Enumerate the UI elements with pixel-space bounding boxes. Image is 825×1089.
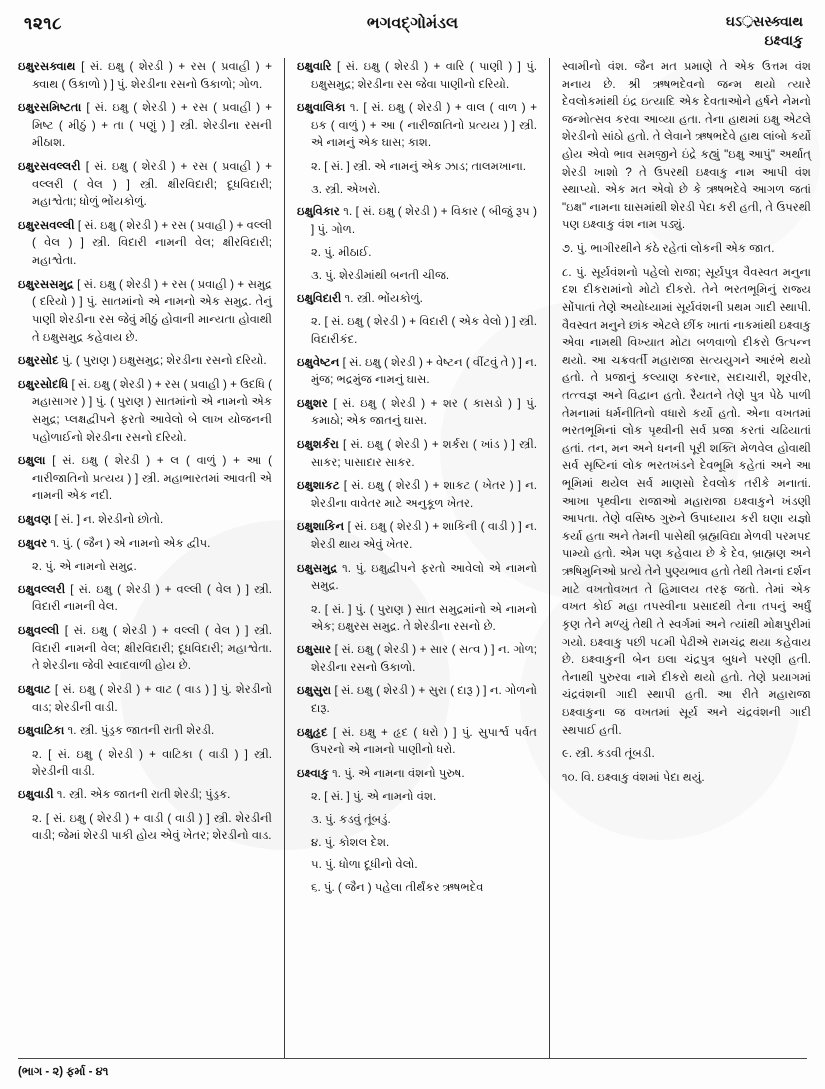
running-head	[726, 12, 803, 50]
entry-headword: ઇક્ષુસમુદ્ર	[297, 561, 338, 575]
footer-rule	[18, 1058, 807, 1059]
body-paragraph: ૧૦. વિ. ઇક્ષ્વાકુ વંશમાં પેદા થયું.	[562, 770, 705, 784]
entry-definition: ૧. સ્ત્રી. એક જાતની રાતી શેરડી; પુંડ્રક.	[53, 787, 231, 801]
column-1	[18, 58, 284, 1058]
dictionary-entry	[297, 682, 537, 717]
column-2	[284, 58, 550, 1058]
entry-headword: ઇક્ષુવલ્લરી	[18, 582, 66, 596]
entry-definition: ૧. [ સં. ઇક્ષુ ( શેરડી ) + વાલ ( વાળ ) + ઇક ( વાળું ) + આ ( નારીજાતિનો પ્રત્યય ) ] સ્ત્રી. એ નામનું એક ઘાસ; કાશ.	[311, 101, 537, 150]
entry-definition: [ સં. ઇક્ષુ ( શેરડી ) + વલ્લી ( વેલ ) ] સ્ત્રી. વિદારી નામની વેલ; ક્ષીરવિદારી; દૂધવિદારી; મહાશ્વેતા. તે શેરડીના જેવી સ્વાદવાળી હોય છે.	[32, 624, 272, 673]
entry-headword: ઇક્ષુવાડી	[18, 787, 54, 801]
entry-definition: ૧. પું. ( જૈન ) એ નામનો એક દ્વીપ.	[47, 536, 211, 550]
dictionary-entry	[18, 376, 272, 446]
entry-headword: ઇક્ષુસાર	[297, 643, 332, 657]
entry-definition: [ સં. ઇક્ષુ ( શેરડી ) + શાકટ ( ખેતર ) ] ન. શેરડીના વાવેતર માટે અનુકૂળ ખેતર.	[311, 479, 537, 510]
dictionary-entry	[18, 535, 272, 553]
entry-headword: ઇક્ષુશાકટ	[297, 479, 340, 493]
page-footer: (ભાગ - ૨) ફર્મા - ૪૧	[18, 1066, 109, 1078]
dictionary-entry	[18, 158, 272, 211]
dictionary-entry	[297, 765, 537, 783]
dictionary-entry	[297, 395, 537, 430]
entry-headword: ઇક્ષુવણ	[18, 513, 52, 527]
dictionary-entry	[18, 722, 272, 740]
dictionary-entry	[297, 724, 537, 759]
entry-sense: ૫. પું. ધોળા દૂધીનો વેલો.	[311, 858, 418, 872]
dictionary-entry	[18, 276, 272, 346]
entry-definition: [ સં. ઇક્ષુ ( શેરડી ) + વેષ્ટન ( વીંટવું તે ) ] ન. મુંજ; ભદ્રમુંજ નામનું ઘાસ.	[311, 355, 537, 387]
entry-sense: ૨. પું. મીઠાઈ.	[311, 246, 372, 260]
entry-definition: ૧. સ્ત્રી. ભોંયકોળું.	[341, 291, 423, 305]
entry-definition: [ સં. ] ન. શેરડીનો છોતો.	[51, 513, 164, 527]
entry-headword: ઇક્ષુસુરા	[297, 684, 332, 698]
running-head-line-1: ઘઽ્રસસ્ક્વાથ	[725, 13, 803, 29]
dictionary-entry	[18, 581, 272, 616]
entry-headword: ઇક્ષુવિદારી	[297, 291, 342, 305]
entry-definition: [ સં. ઇક્ષુ ( શેરડી ) + વાટ ( વાડ ) ] પું. શેરડીનો વાડ; શેરડીની વાડી.	[32, 682, 272, 714]
entry-sense: ૨. [ સં. ] પું. એ નામનો વંશ.	[311, 790, 437, 804]
entry-definition: [ સં. ઇક્ષુ ( શેરડી ) + રસ ( પ્રવાહી ) + વલ્લી ( વેલ ) ] સ્ત્રી. વિદારી નામની વેલ; ક્ષીરવિદારી; મહાશ્વેતા.	[32, 218, 272, 268]
entry-sense: ૩. સ્ત્રી. એખરો.	[311, 182, 381, 196]
entry-definition: ૧. સ્ત્રી. પુંડ્રક જાતની રાતી શેરડી.	[64, 724, 215, 738]
entry-sense: ૨. [ સં. ઇક્ષુ ( શેરડી ) + વિદારી ( એક વેલો ) ] સ્ત્રી. વિદારીકંદ.	[311, 315, 537, 346]
dictionary-entry	[18, 352, 272, 370]
entry-headword: ઇક્ષુરસમિષ્ટતા	[18, 101, 82, 115]
entry-headword: ઇક્ષુવેષ્ટન	[297, 355, 340, 369]
body-paragraph: ૮. પું. સૂર્યવંશનો પહેલો રાજા; સૂર્યપુત્ર વૈવસ્વત મનુના દશ દીકરામાંનો મોટો દીકરો. તેને ભરતભૂમિનું રાજ્ય સોંપાતાં તેણે અયોધ્યામાં સૂર્યવંશની પ્રથમ ગાદી સ્થાપી. વૈવસ્વત મનુને છાંક એટલે છીંક ખાતાં નાકમાંથી ઇક્ષ્વાકુ એવા નામથી વિખ્યાત મોટા બળવાળો દીકરો ઉત્પન્ન થયો. આ ચક્રવર્તી મહારાજા સત્યયુગને આરંભે થયો હતો. તે પ્રજાનું કલ્યાણ કરનાર, સદાચારી, શૂરવીર, તત્ત્વજ્ઞ અને વિદ્વાન હતો. રૈયતને તેણે પુત્ર પેઠે પાળી તેમનામાં ધર્મનીતિનો વધારો કર્યો હતો. એના વખતમાં ભરતભૂમિનાં લોક પૃથ્વીની સર્વ પ્રજા કરતાં ચઢિયાતાં હતાં. તન, મન અને ધનની પૂરી શક્તિ મેળવેલ હોવાથી સર્વ સૃષ્ટિનાં લોક ભરતખંડને દેવભૂમિ કહેતાં અને આ ભૂમિમાં થયેલ સર્વ માણસો દેવલોક તરીકે મનાતાં. આખા પૃથ્વીના રાજાઓ મહારાજા ઇક્ષ્વાકુને ખંડણી આપતા. તેણે વસિષ્ઠ ગુરુને ઉપાધ્યાય કરી ઘણા યજ્ઞો કર્યા હતા અને તેમની પાસેથી બ્રહ્મવિદ્યા મેળવી પરમપદ પામ્યો હતો. એમ પણ કહેવાય છે કે દેવ, બ્રાહ્મણ અને ઋષિમુનિઓ પ્રત્યે તેને પુણ્યભાવ હતો તેથી તેમનાં દર્શન માટે વખતોવખત તે હિમાલય તરફ જતો. તેમાં એક વખત કોઈ મહા તપસ્વીના પ્રસાદથી તેના તપનું અર્ધું કૃણ તેને મળ્યું તેથી તે સ્વર્ગમાં અને ત્યાંથી મોક્ષપુરીમાં ગયો. ઇક્ષ્વાકુ પછી ૫૮મી પેઢીએ રામચંદ્ર થયા કહેવાય છે. ઇક્ષ્વાકુની બેન ઇલા ચંદ્રપુત્ર બુધને પરણી હતી. તેનાથી પુરુરવા નામે દીકરો થયો હતો. તેણે પ્રયાગમાં ચંદ્રવંશની ગાદી સ્થાપી હતી. આ રીતે મહારાજા ઇક્ષ્વાકુના જ વખતમાં સૂર્ય અને ચંદ્રવંશની ગાદી સ્થપાઈ હતી.	[562, 265, 811, 737]
entry-definition: [ સં. ઇક્ષુ ( શેરડી ) + શર્કરા ( ખાંડ ) ] સ્ત્રી. સાકર; પાસાદાર સાકર.	[311, 437, 537, 469]
entry-definition: [ સં. ઇક્ષુ ( શેરડી ) + રસ ( પ્રવાહી ) + મિષ્ટ ( મીઠું ) + તા ( પણું ) ] સ્ત્રી. શેરડીના રસની મીઠાશ.	[32, 101, 272, 150]
entry-definition: ૧. પું. ઇક્ષુદ્વીપને ફરતો આવેલો એ નામનો સમુદ્ર.	[311, 561, 537, 593]
entry-definition: [ સં. ઇક્ષુ ( શેરડી ) + શર ( કાસડો ) ] પું. કમાઠો; એક જાતનું ઘાસ.	[311, 396, 537, 428]
dictionary-entry	[297, 641, 537, 676]
entry-definition: [ સં. ઇક્ષુ ( શેરડી ) + વલ્લી ( વેલ ) ] સ્ત્રી. વિદારી નામની વેલ.	[32, 582, 272, 614]
page-columns	[0, 58, 825, 1058]
entry-headword: ઇક્ષુવલ્લી	[18, 624, 60, 638]
dictionary-entry	[297, 290, 537, 308]
dictionary-entry	[18, 622, 272, 675]
dictionary-entry	[297, 354, 537, 389]
entry-sense: ૨. [ સં. ઇક્ષુ ( શેરડી ) + વાટિકા ( વાડી ) ] સ્ત્રી. શેરડીની વાડી.	[32, 747, 272, 779]
entry-definition: [ સં. ઇક્ષુ ( શેરડી ) + રસ ( પ્રવાહી ) + ક્વાથ ( ઉકાળો ) ] પું. શેરડીના રસનો ઉકાળો; ગોળ.	[32, 60, 272, 91]
entry-sense: ૩. પું. કડવું તૂંબડું.	[311, 812, 391, 826]
body-paragraph: ૯. સ્ત્રી. કડવી તૂંબડી.	[562, 747, 655, 761]
entry-sense: ૨. [ સં. ] પું. ( પુરાણ ) સાત સમુદ્રમાંનો એ નામનો એક; ઇક્ષુરસ સમુદ્ર. તે શેરડીના રસનો છે.	[311, 602, 537, 634]
entry-headword: ઇક્ષુશર્કરા	[297, 437, 339, 451]
dictionary-entry	[297, 436, 537, 471]
entry-headword: ઇક્ષુવાટિકા	[18, 724, 65, 738]
entry-headword: ઇક્ષુવર	[18, 536, 48, 550]
entry-headword: ઇક્ષુરસોદધિ	[18, 377, 69, 391]
entry-sense: ૩. પું. શેરડીમાંથી બનતી ચીજ.	[311, 269, 450, 283]
entry-sense: ૨. [ સં. ઇક્ષુ ( શેરડી ) + વાડી ( વાડી ) ] સ્ત્રી. શેરડીની વાડી; જેમાં શેરડી પાકી હોય એવું ખેતર; શેરડીનો વાડ.	[32, 811, 272, 843]
dictionary-entry	[18, 58, 272, 93]
entry-sense: ૨. પું. એ નામનો સમુદ્ર.	[32, 560, 137, 574]
dictionary-entry	[18, 511, 272, 529]
entry-headword: ઇક્ષ્વાકુ	[297, 766, 329, 780]
dictionary-entry	[18, 217, 272, 270]
entry-headword: ઇક્ષુલા	[18, 454, 46, 468]
entry-definition: ૧. પું. એ નામના વંશનો પુરુષ.	[328, 766, 465, 780]
dictionary-entry	[18, 681, 272, 716]
entry-definition: [ સં. ઇક્ષુ ( શેરડી ) + રસ ( પ્રવાહી ) + સમુદ્ર ( દરિયો ) ] પું. સાતમાંનો એ નામનો એક સમુદ્ર. તેનું પાણી શેરડીના રસ જેવું મીઠું હોવાની માન્યતા હોવાથી તે ઇક્ષુસમુદ્ર કહેવાય છે.	[32, 277, 272, 344]
page-title: ભગવદ્ગોમંડલ	[366, 15, 459, 32]
entry-headword: ઇક્ષુરસસમુદ્ર	[18, 277, 74, 291]
entry-definition: પું. ( પુરાણ ) ઇક્ષુસમુદ્ર; શેરડીના રસનો દરિયો.	[58, 354, 267, 368]
entry-headword: ઇક્ષુશર	[297, 396, 328, 410]
entry-sense: ૨. [ સં. ] સ્ત્રી. એ નામનું એક ઝાડ; તાલમખાના.	[311, 160, 527, 174]
entry-sense: ૬. પું. ( જૈન ) પહેલા તીર્થંકર ઋષભદેવ	[311, 880, 484, 894]
dictionary-entry	[297, 518, 537, 553]
entry-headword: ઇક્ષુરસોદ	[18, 354, 59, 368]
dictionary-entry	[18, 786, 272, 804]
entry-definition: [ સં. ઇક્ષુ + હૃદ ( ધરો ) ] પું. સુપાર્શ્વ પર્વત ઉપરનો એ નામનો પાણીનો ધરો.	[311, 725, 537, 757]
entry-definition: [ સં. ઇક્ષુ ( શેરડી ) + વારિ ( પાણી ) ] પું. ઇક્ષુસમુદ્ર; શેરડીના રસ જેવા પાણીનો દરિયો.	[311, 60, 537, 91]
dictionary-entry	[18, 99, 272, 152]
running-head-line-2: ઇક્ષ્વાકુ	[764, 31, 803, 48]
body-paragraph: ૭. પું. ભાગીરથીને કંઠે રહેતાં લોકની એક જાત.	[562, 242, 775, 256]
folio-number: ૧૨૧૮	[24, 14, 62, 33]
entry-headword: ઇક્ષુવાલિકા	[297, 101, 346, 115]
page-header	[0, 14, 825, 60]
entry-definition: ૧. [ સં. ઇક્ષુ ( શેરડી ) + વિકાર ( બીજું રૂપ ) ] પું. ગોળ.	[311, 205, 537, 236]
dictionary-entry	[297, 477, 537, 512]
entry-headword: ઇક્ષુવાટ	[18, 682, 51, 696]
entry-headword: ઇક્ષુરસવલ્લી	[18, 218, 75, 232]
dictionary-entry	[297, 58, 537, 93]
entry-headword: ઇક્ષુવિકાર	[297, 205, 340, 219]
column-3	[550, 58, 811, 1058]
entry-headword: ઇક્ષુવારિ	[297, 60, 332, 73]
dictionary-entry	[297, 99, 537, 152]
entry-headword: ઇક્ષુરસવલ્લરી	[18, 160, 81, 174]
entry-headword: ઇક્ષુહૃદ	[297, 725, 328, 739]
entry-definition: [ સં. ઇક્ષુ ( શેરડી ) + સાર ( સત્વ ) ] ન. ગોળ; શેરડીના રસનો ઉકાળો.	[311, 643, 537, 674]
entry-definition: [ સં. ઇક્ષુ ( શેરડી ) + સુરા ( દારૂ ) ] ન. ગોળનો દારૂ.	[311, 684, 537, 715]
entry-definition: [ સં. ઇક્ષુ ( શેરડી ) + રસ ( પ્રવાહી ) + વલ્લરી ( વેલ ) ] સ્ત્રી. ક્ષીરવિદારી; દૂધવિદારી; મહાશ્વેતા; ધોળું ભોંયકોળું.	[32, 160, 272, 209]
entry-headword: ઇક્ષુરસક્વાથ	[18, 60, 76, 73]
entry-sense: ૪. પું. કોશલ દેશ.	[311, 835, 390, 849]
entry-definition: [ સં. ઇક્ષુ ( શેરડી ) + લ ( વાળું ) + આ ( નારીજાતિનો પ્રત્યય ) ] સ્ત્રી. મહાભારતમાં આવતી એ નામની એક નદી.	[32, 454, 272, 503]
dictionary-entry	[297, 560, 537, 595]
body-paragraph: સ્વામીનો વંશ. જૈન મત પ્રમાણે તે એક ઉત્તમ વંશ મનાય છે. શ્રી ઋષભદેવનો જન્મ થયો ત્યારે દેવલોકમાંથી ઇંદ્ર ઇત્યાદિ એક દેવતાઓને હર્ષને નેમનો જન્મોત્સવ કરવા આવ્યા હતા. તેના હાથમાં ઇક્ષુ એટલે શેરડીનો સાંઠો હતો. તે લેવાને ઋષભદેવે હાથ લાંબો કર્યો હોય એવો ભાવ સમજીને ઇંદ્રે કહ્યું "ઇક્ષુ આપું" અર્થાત્ શેરડી ખાશો ? તે ઉપરથી ઇક્ષ્વાકુ નામ આપી વંશ સ્થાપ્યો. એક મત એવો છે કે ઋષભદેવે આગળ જતાં "ઇક્ષ" નામના ઘાસમાંથી શેરડી પેદા કરી હતી, તે ઉપરથી પણ ઇક્ષ્વાકુ વંશ નામ પડ્યું.	[562, 60, 811, 232]
dictionary-entry	[297, 203, 537, 238]
entry-definition: [ સં. ઇક્ષુ ( શેરડી ) + શાકિની ( વાડી ) ] ન. શેરડી થાય એવું ખેતર.	[311, 520, 537, 552]
entry-definition: [ સં. ઇક્ષુ ( શેરડી ) + રસ ( પ્રવાહી ) + ઉદધિ ( મહાસાગર ) ] પું. ( પુરાણ ) સાતમાંનો એ નામનો એક સમુદ્ર; પ્લક્ષદ્વીપને ફરતો આવેલો બે લાખ યોજનની પહોળાઈનો શેરડીના રસનો દરિયો.	[32, 377, 272, 444]
entry-headword: ઇક્ષુશાકિન	[297, 520, 345, 534]
dictionary-entry	[18, 452, 272, 505]
